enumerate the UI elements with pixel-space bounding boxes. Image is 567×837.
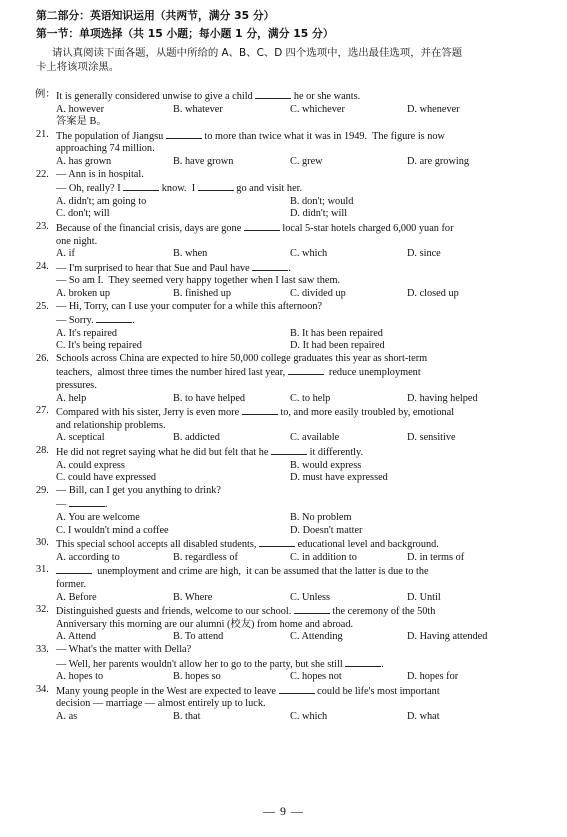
option-b: B. when	[173, 248, 208, 260]
question-stem-line	[56, 537, 558, 552]
stem-text: Compared with his sister, Jerry is even more	[56, 407, 242, 419]
stem-text: reduce unemployment	[323, 367, 421, 379]
question-stem-line	[56, 261, 558, 276]
option-a: A. help	[56, 392, 87, 404]
option-a: A. could express	[56, 459, 125, 471]
stem-text: local 5-star hotels charged 6,000 yuan for	[279, 222, 454, 234]
option-d: D. in terms of	[407, 551, 465, 563]
stem-text: Anniversary this morning are our alumni (校友) from home and abroad.	[56, 618, 354, 630]
section-heading: 第一节：单项选择（共 15 小题；每小题 1 分，满分 15 分）	[36, 27, 334, 40]
option-c: C. hopes not	[290, 671, 342, 683]
option-c: C. Attending	[290, 631, 343, 643]
option-c: C. which	[290, 248, 328, 260]
question-item	[36, 169, 558, 221]
option-b: B. addicted	[173, 432, 220, 444]
option-d: D. having helped	[407, 392, 478, 404]
answer-blank	[252, 261, 288, 271]
answer-blank	[244, 221, 280, 231]
stem-text: — I'm surprised to hear that Sue and Paul have	[56, 262, 253, 274]
stem-text: approaching 74 million.	[56, 143, 155, 155]
option-c: C. which	[290, 710, 328, 722]
option-d: D. Having attended	[407, 631, 488, 643]
option-b: B. that	[173, 710, 201, 722]
stem-text: — Well, her parents wouldn't allow her to go to the party, but she still	[56, 658, 346, 670]
option-a: A. has grown	[56, 155, 112, 167]
option-d: D. It had been repaired	[290, 340, 385, 352]
option-a: A. didn't; am going to	[56, 195, 147, 207]
option-b: B. To attend	[173, 631, 224, 643]
question-options	[56, 512, 558, 537]
answer-blank	[288, 365, 324, 375]
stem-text: know. I	[159, 183, 198, 195]
option-a: A. broken up	[56, 287, 111, 299]
stem-text: former.	[56, 578, 87, 590]
option-c: C. It's being repaired	[56, 340, 142, 352]
option-d: D. Doesn't matter	[290, 524, 363, 536]
stem-text: to, and more easily troubled by, emotional	[277, 407, 455, 419]
question-item	[36, 445, 558, 485]
question-stem-line	[56, 684, 558, 699]
stem-text: — Oh, really? I	[56, 183, 124, 195]
answer-blank	[198, 181, 234, 191]
question-number: 23.	[36, 220, 49, 232]
question-stem-line	[56, 420, 558, 433]
option-d: D. whenever	[407, 103, 460, 115]
instructions-line-2: 卡上将该项涂黑。	[36, 61, 120, 73]
option-a: A. You are welcome	[56, 512, 140, 523]
answer-blank	[345, 657, 381, 667]
question-list	[36, 89, 558, 724]
question-stem-line	[56, 365, 558, 380]
stem-text: He did not regret saying what he did but felt that he	[56, 447, 272, 459]
stem-text: teachers, almost three times the number hired last year,	[56, 367, 288, 379]
question-number: 34.	[36, 683, 49, 695]
option-b: B. Where	[173, 591, 213, 603]
answer-blank	[56, 564, 92, 574]
option-c: C. to help	[290, 392, 331, 404]
option-c: C. grew	[290, 155, 323, 167]
option-c: C. divided up	[290, 287, 346, 299]
stem-text: unemployment and crime are high, it can be assumed that the latter is due to the	[92, 566, 429, 578]
question-item	[36, 485, 558, 537]
option-b: B. finished up	[173, 287, 232, 299]
question-stem-line	[56, 497, 558, 512]
option-b: B. No problem	[290, 512, 352, 523]
example-options	[56, 104, 558, 117]
question-options	[56, 248, 558, 261]
question-number: 24.	[36, 260, 49, 272]
part-heading: 第二部分：英语知识运用（共两节，满分 35 分）	[36, 9, 275, 22]
answer-blank	[242, 405, 278, 415]
question-item	[36, 644, 558, 684]
question-item	[36, 261, 558, 301]
example-label: 例：	[35, 89, 56, 100]
option-a: A. according to	[56, 551, 120, 563]
option-a: A. Before	[56, 591, 97, 603]
stem-text: .	[132, 315, 135, 327]
question-number: 27.	[36, 405, 49, 417]
option-d: D. closed up	[407, 287, 459, 299]
question-options	[56, 196, 558, 221]
question-stem-line	[56, 657, 558, 672]
question-number: 22.	[36, 168, 49, 180]
stem-text: Schools across China are expected to hire 50,000 college graduates this year as short-term	[56, 352, 428, 364]
answer-blank	[259, 537, 295, 547]
question-item	[36, 405, 558, 445]
question-stem-line	[56, 619, 558, 632]
option-b: B. have grown	[173, 155, 234, 167]
option-d: D. since	[407, 248, 441, 260]
question-number: 25.	[36, 300, 49, 312]
question-item	[36, 564, 558, 604]
question-item	[36, 129, 558, 169]
option-b: B. hopes so	[173, 671, 221, 683]
question-stem-line	[56, 698, 558, 711]
question-stem-line	[56, 275, 558, 288]
stem-text: The population of Jiangsu	[56, 130, 166, 142]
question-number: 28.	[36, 445, 49, 457]
question-stem-line	[56, 445, 558, 460]
question-options	[56, 393, 558, 406]
stem-text: educational level and background.	[295, 539, 439, 551]
question-stem-line	[56, 604, 558, 619]
question-stem-line	[56, 405, 558, 420]
option-b: B. don't; would	[290, 195, 354, 207]
option-b: B. would express	[290, 459, 362, 471]
question-stem-line	[56, 221, 558, 236]
question-item	[36, 604, 558, 644]
option-c: C. don't; will	[56, 208, 110, 220]
option-d: D. didn't; will	[290, 208, 348, 220]
stem-text: decision — marriage — almost entirely up to luck.	[56, 698, 266, 710]
option-a: A. sceptical	[56, 432, 105, 444]
stem-text: — So am I. They seemed very happy together when I last saw them.	[56, 275, 341, 287]
option-c: C. whichever	[290, 103, 345, 115]
option-d: D. hopes for	[407, 671, 459, 683]
question-stem-line	[56, 564, 558, 579]
example-question	[36, 89, 558, 129]
question-options	[56, 432, 558, 445]
option-b: B. to have helped	[173, 392, 246, 404]
option-b: B. It has been repaired	[290, 327, 383, 339]
question-stem-line	[56, 313, 558, 328]
question-number: 29.	[36, 484, 49, 496]
option-a: A. hopes to	[56, 671, 104, 683]
question-item	[36, 537, 558, 564]
stem-text: Many young people in the West are expected to leave	[56, 685, 279, 697]
example-stem-part-1: It is generally considered unwise to give a child	[56, 91, 253, 102]
example-stem	[56, 89, 558, 104]
answer-blank	[294, 604, 330, 614]
question-options	[56, 671, 558, 684]
answer-blank	[69, 497, 105, 507]
question-number: 26.	[36, 352, 49, 364]
answer-blank	[255, 89, 291, 99]
stem-text: — Ann is in hospital.	[56, 168, 144, 180]
question-options	[56, 592, 558, 605]
question-item	[36, 684, 558, 724]
answer-blank	[279, 684, 315, 694]
question-options	[56, 552, 558, 565]
stem-text: — What's the matter with Della?	[56, 643, 192, 655]
stem-text: .	[288, 262, 291, 274]
option-d: D. what	[407, 710, 440, 722]
question-stem-line	[56, 353, 558, 366]
question-item	[36, 301, 558, 353]
question-stem-line	[56, 236, 558, 249]
question-options	[56, 711, 558, 724]
example-stem-part-2: he or she wants.	[293, 91, 361, 102]
question-stem-line	[56, 129, 558, 144]
stem-text: the ceremony of the 50th	[329, 606, 436, 618]
instructions	[36, 46, 556, 74]
option-d: D. sensitive	[407, 432, 456, 444]
stem-text: .	[104, 499, 108, 511]
question-options	[56, 631, 558, 644]
stem-text: —	[56, 499, 69, 511]
example-answer: 答案是 B。	[56, 116, 107, 128]
option-c: C. Unless	[290, 591, 331, 603]
stem-text: — Bill, can I get you anything to drink?	[56, 484, 222, 496]
stem-text: — Sorry.	[56, 315, 97, 327]
option-b: B. whatever	[173, 103, 223, 115]
option-b: B. regardless of	[173, 551, 238, 563]
stem-text: Because of the financial crisis, days are gone	[56, 222, 244, 234]
option-c: C. could have expressed	[56, 472, 157, 484]
question-number: 32.	[36, 604, 49, 616]
option-c: C. I wouldn't mind a coffee	[56, 524, 169, 536]
question-options	[56, 460, 558, 485]
question-number: 21.	[36, 128, 49, 140]
option-d: D. must have expressed	[290, 472, 388, 484]
question-item	[36, 221, 558, 261]
answer-blank	[96, 313, 132, 323]
stem-text: — Hi, Torry, can I use your computer for a while this afternoon?	[56, 300, 323, 312]
stem-text: This special school accepts all disabled students,	[56, 539, 260, 551]
question-number: 33.	[36, 643, 49, 655]
stem-text: go and visit her.	[233, 183, 303, 195]
stem-text: it differently.	[307, 447, 364, 459]
option-d: D. Until	[407, 591, 441, 603]
stem-text: pressures.	[56, 380, 97, 392]
option-a: A. Attend	[56, 631, 97, 643]
question-stem-line	[56, 301, 558, 314]
option-a: A. if	[56, 248, 75, 260]
stem-text: to more than twice what it was in 1949. The figure is now	[201, 130, 445, 142]
page-number: — 9 —	[263, 804, 304, 818]
question-number: 30.	[36, 537, 49, 549]
option-a: A. however	[56, 103, 105, 115]
question-stem-line	[56, 380, 558, 393]
stem-text: .	[381, 658, 384, 670]
question-options	[56, 156, 558, 169]
stem-text: could be life's most important	[314, 685, 440, 697]
option-a: A. It's repaired	[56, 327, 118, 339]
question-stem-line	[56, 169, 558, 182]
question-stem-line	[56, 579, 558, 592]
option-d: D. are growing	[407, 155, 470, 167]
question-options	[56, 288, 558, 301]
question-stem-line	[56, 181, 558, 196]
option-a: A. as	[56, 710, 78, 722]
question-item	[36, 353, 558, 405]
answer-blank	[271, 445, 307, 455]
question-stem-line	[56, 143, 558, 156]
stem-text: and relationship problems.	[56, 419, 166, 431]
question-number: 31.	[36, 564, 49, 576]
question-stem-line	[56, 644, 558, 657]
answer-blank	[166, 129, 202, 139]
question-stem-line	[56, 485, 558, 498]
answer-blank	[123, 181, 159, 191]
option-c: C. available	[290, 432, 340, 444]
instructions-line-1: 请认真阅读下面各题，从题中所给的 A、B、C、D 四个选项中，选出最佳选项，并在答题	[52, 47, 463, 59]
stem-text: Distinguished guests and friends, welcome to our school.	[56, 606, 294, 618]
question-options	[56, 328, 558, 353]
stem-text: one night.	[56, 235, 98, 247]
option-c: C. in addition to	[290, 551, 357, 563]
